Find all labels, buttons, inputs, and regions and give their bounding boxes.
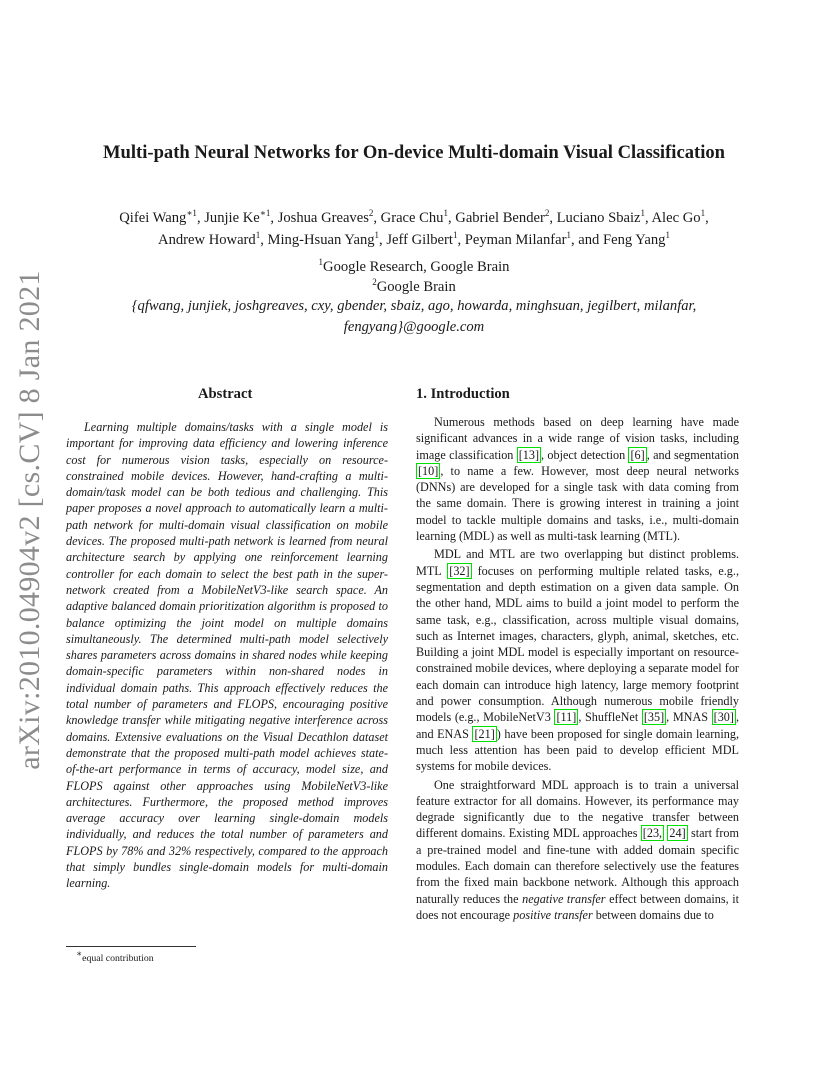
footnote-text: equal contribution bbox=[82, 953, 154, 964]
author-sup: ∗1 bbox=[186, 208, 197, 219]
author-list bbox=[60, 207, 768, 251]
citation-link[interactable]: [30] bbox=[713, 710, 734, 725]
citation-link[interactable]: [23, bbox=[642, 826, 663, 841]
text-run: ) have been proposed for single domain learning, much less attention has been paid to develop efficient MDL systems for mobile devices. bbox=[416, 726, 739, 774]
intro-paragraph-3 bbox=[416, 777, 739, 924]
author-name: , Peyman Milanfar bbox=[457, 232, 567, 248]
text-run: , ShuffleNet bbox=[578, 710, 642, 725]
author-sup: 1 bbox=[700, 208, 706, 219]
footnote bbox=[76, 948, 154, 965]
author-name: , Ming-Hsuan Yang bbox=[260, 232, 375, 248]
author-name: , Gabriel Bender bbox=[447, 210, 545, 226]
text-run: effect between domains, it does not encourage bbox=[416, 891, 739, 922]
intro-paragraph-1 bbox=[416, 414, 739, 544]
citation-link[interactable]: [32] bbox=[449, 563, 470, 578]
author-sup: 1 bbox=[640, 208, 646, 219]
text-run: , and ENAS bbox=[416, 710, 740, 741]
author-name: , Alec Go bbox=[645, 210, 701, 226]
text-run: Numerous methods based on deep learning have made significant advances in a wide range of vision tasks, including image classification bbox=[416, 415, 739, 462]
author-sup: 2 bbox=[368, 208, 374, 219]
text-run: , to name a few. However, most deep neural networks (DNNs) are developed for a single task with data coming from the same domain. There is growing interest in training a joint model to tackle multiple domains and tasks, i.e., multi-domain learning (MDL) as well as multi-task learning (MTL). bbox=[416, 463, 739, 544]
emphasis: negative transfer bbox=[522, 891, 606, 906]
author-name: , Junjie Ke bbox=[196, 210, 260, 226]
text-run: start from a pre-trained model and fine-tune with added domain specific modules. Each domain can therefore selectively use the features from the fixed main backbone network. Although this approach naturally reduces the bbox=[416, 826, 739, 906]
author-name: , Grace Chu bbox=[373, 210, 444, 226]
email-line: fengyang}@google.com bbox=[343, 319, 485, 335]
text-run: focuses on performing multiple related tasks, e.g., segmentation and depth estimation on a given data sample. On the other hand, MDL aims to build a joint model to perform the same task, e.g., classification, across multiple visual domains, such as Internet images, characters, glyph, animal, sketches, etc. Building a joint MDL model is especially important on resource-constrained mobile devices, where deploying a separate model for each domain can introduce high latency, large memory footprint and power consumption. Although numerous mobile friendly models (e.g., MobileNetV3 bbox=[416, 563, 739, 725]
author-sup: 1 bbox=[443, 208, 448, 219]
author-name: , and Feng Yang bbox=[570, 232, 666, 248]
author-sup: 1 bbox=[566, 230, 571, 241]
affiliations bbox=[60, 258, 768, 297]
affiliation-text: Google Research, Google Brain bbox=[323, 259, 510, 275]
author-name: Qifei Wang bbox=[119, 210, 187, 226]
arxiv-stamp: arXiv:2010.04904v2 [cs.CV] 8 Jan 2021 bbox=[13, 270, 46, 770]
author-sup: 1 bbox=[255, 230, 261, 241]
paper-title: Multi-path Neural Networks for On-device Multi-domain Visual Classification bbox=[102, 142, 726, 163]
author-name: , Jeff Gilbert bbox=[379, 232, 453, 248]
citation-link[interactable]: [10] bbox=[418, 463, 439, 478]
author-sup: 1 bbox=[374, 230, 380, 241]
author-sup: 2 bbox=[544, 208, 550, 219]
text-run: MDL and MTL are two overlapping but distinct problems. MTL bbox=[416, 547, 739, 578]
author-name: , Luciano Sbaiz bbox=[549, 210, 641, 226]
text-run: One straightforward MDL approach is to train a universal feature extractor for all domains. However, its performance may degrade significantly due to the negative transfer between different domains. Existing MDL approaches bbox=[416, 777, 739, 841]
citation-link[interactable]: [11] bbox=[556, 710, 577, 725]
text-run: , object detection bbox=[541, 447, 629, 462]
emphasis: positive transfer bbox=[513, 907, 593, 922]
author-name: Andrew Howard bbox=[158, 232, 256, 248]
citation-link[interactable]: [35] bbox=[643, 710, 665, 725]
author-sup: 1 bbox=[665, 230, 670, 241]
text-run: , MNAS bbox=[666, 710, 712, 725]
affiliation-sup: 2 bbox=[372, 276, 377, 287]
text-run: , and segmentation bbox=[646, 447, 739, 462]
citation-link[interactable]: [21] bbox=[474, 726, 495, 741]
affiliation-sup: 1 bbox=[318, 257, 324, 268]
author-sup: 1 bbox=[452, 230, 458, 241]
introduction-heading: 1. Introduction bbox=[416, 386, 510, 402]
author-sup: ∗1 bbox=[259, 208, 271, 219]
abstract-text: Learning multiple domains/tasks with a single model is important for improving data efficiency and lowering inference cost for numerous vision tasks, especially on resource-constrained mobile devices. However, hand-crafting a multi-domain/task model can be both tedious and challenging. This paper proposes a novel approach to automatically learn a multi-path network for multi-domain visual classification on mobile devices. The proposed multi-path network is learned from neural architecture search by applying one reinforcement learning controller for each domain to select the best path in the super-network created from a MobileNetV3-like search space. An adaptive balanced domain prioritization algorithm is proposed to balance optimizing the joint model on multiple domains simultaneously. The determined multi-path model selectively shares parameters across domains in shared nodes while keeping domain-specific parameters within non-shared nodes in individual domain paths. This approach effectively reduces the total number of parameters and FLOPS, encouraging positive knowledge transfer while mitigating negative interference across domains. Extensive evaluations on the Visual Decathlon dataset demonstrate that the proposed multi-path model achieves state-of-the-art performance in terms of accuracy, model size, and FLOPS against other approaches using MobileNetV3-like architectures. Furthermore, the proposed method improves average accuracy over learning single-domain models individually, and reduces the total number of parameters and FLOPS by 78% and 32% respectively, compared to the approach that simply bundles single-domain models for multi-domain learning. bbox=[66, 420, 388, 891]
affiliation-1 bbox=[60, 258, 768, 278]
affiliation-text: Google Brain bbox=[376, 278, 456, 295]
text-run: between domains due to bbox=[592, 907, 714, 922]
author-name: , Joshua Greaves bbox=[270, 210, 369, 226]
author-separator: , bbox=[705, 210, 709, 226]
introduction-body bbox=[416, 414, 739, 925]
abstract-heading: Abstract bbox=[198, 386, 253, 402]
citation-link[interactable]: [13] bbox=[518, 447, 540, 462]
affiliation-2 bbox=[60, 278, 768, 298]
author-emails bbox=[70, 296, 758, 338]
intro-paragraph-2 bbox=[416, 546, 739, 774]
citation-link[interactable]: 24] bbox=[669, 826, 686, 841]
footnote-rule bbox=[66, 946, 196, 947]
footnote-mark: ∗ bbox=[76, 948, 83, 959]
citation-link[interactable]: [6] bbox=[630, 447, 645, 462]
email-line: {qfwang, junjiek, joshgreaves, cxy, gbender, sbaiz, ago, howarda, minghsuan, jegilbert, milanfar, bbox=[131, 298, 697, 314]
